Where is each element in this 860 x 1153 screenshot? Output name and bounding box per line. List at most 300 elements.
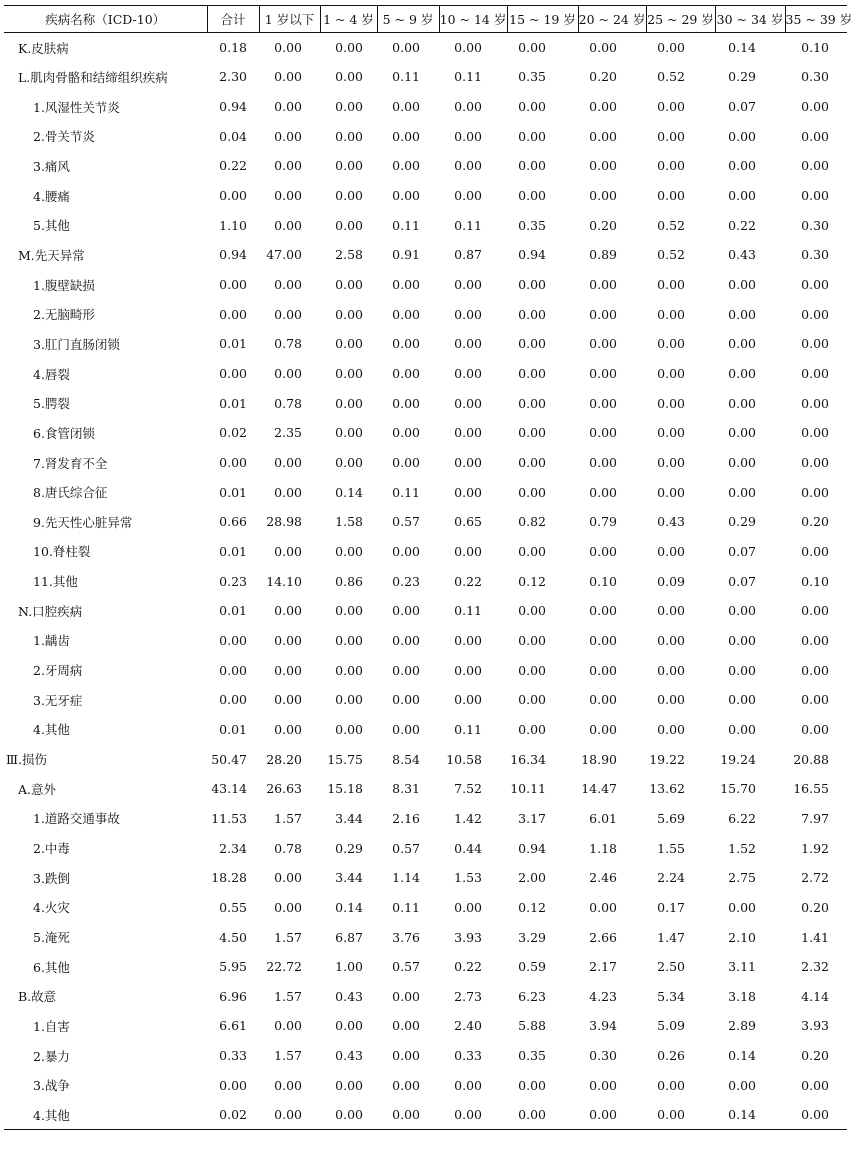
disease-name-cell: 10.脊柱裂 [33,544,91,560]
value-cell: 0.78 [274,336,302,352]
table-row [4,804,847,834]
disease-name-cell: 4.其他 [4,1100,207,1130]
value-cell: 0.00 [392,1018,420,1034]
value-cell: 0.00 [589,366,617,382]
value-cell: 0.10 [589,573,617,589]
value-cell: 0.00 [454,99,482,115]
value-cell: 0.00 [439,1100,507,1130]
value-cell: 0.00 [219,455,247,471]
value-cell: 0.09 [657,573,685,589]
value-cell: 0.00 [454,188,482,204]
value-cell: 2.00 [518,870,546,886]
disease-name-cell: 2.中毒 [33,841,70,857]
value-cell: 0.22 [728,217,756,233]
value-cell: 0.11 [392,899,420,915]
value-cell: 0.00 [518,336,546,352]
value-cell: 2.75 [728,870,756,886]
value-cell: 16.55 [793,781,829,797]
table-row [4,240,847,270]
value-cell: 0.00 [728,484,756,500]
value-cell: 1.52 [728,840,756,856]
table-row [4,1011,847,1041]
value-cell: 3.93 [454,929,482,945]
disease-name-cell: 7.肾发育不全 [33,455,108,471]
value-cell: 0.00 [219,277,247,293]
value-cell: 0.00 [335,603,363,619]
value-cell: 0.01 [219,721,247,737]
value-cell: 0.10 [801,573,829,589]
disease-name-cell: 3.无牙症 [33,692,83,708]
value-cell: 0.00 [454,662,482,678]
value-cell: 13.62 [649,781,685,797]
table-row [4,270,847,300]
value-cell: 0.00 [801,277,829,293]
value-cell: 0.00 [518,692,546,708]
value-cell: 0.00 [454,158,482,174]
disease-name-cell: 1.腹壁缺损 [33,277,95,293]
disease-name-cell: 2.骨关节炎 [33,129,95,145]
value-cell: 50.47 [211,751,247,767]
value-cell: 0.00 [518,662,546,678]
value-cell: 0.00 [392,662,420,678]
value-cell: 0.00 [518,158,546,174]
value-cell: 14.47 [581,781,617,797]
value-cell: 0.29 [728,69,756,85]
value-cell: 0.00 [728,603,756,619]
value-cell: 0.00 [728,336,756,352]
table-row [4,299,847,329]
table-row [4,359,847,389]
disease-name-cell: 6.食管闭锁 [33,425,95,441]
value-cell: 0.00 [518,128,546,144]
header-row [4,6,847,33]
value-cell: 0.30 [589,1048,617,1064]
value-cell: 2.50 [657,959,685,975]
value-cell: 0.07 [728,543,756,559]
value-cell: 0.00 [589,277,617,293]
disease-name-cell: N.口腔疾病 [18,603,83,619]
value-cell: 0.00 [454,366,482,382]
value-cell: 2.10 [728,929,756,945]
value-cell: 0.01 [219,395,247,411]
value-cell: 0.00 [335,158,363,174]
value-cell: 0.00 [801,188,829,204]
value-cell: 0.00 [801,632,829,648]
value-cell: 0.00 [454,395,482,411]
value-cell: 1.58 [335,514,363,530]
value-cell: 2.46 [589,870,617,886]
value-cell: 0.00 [274,366,302,382]
value-cell: 0.00 [454,40,482,56]
value-cell: 6.61 [219,1018,247,1034]
value-cell: 0.00 [274,99,302,115]
value-cell: 1.14 [392,870,420,886]
table-row [4,121,847,151]
header-age-10-14: 10 ~ 14 岁 [439,6,507,33]
value-cell: 0.00 [392,543,420,559]
value-cell: 43.14 [211,781,247,797]
value-cell: 0.00 [518,40,546,56]
value-cell: 0.00 [728,277,756,293]
value-cell: 19.22 [649,751,685,767]
table-row [4,210,847,240]
table-row [4,62,847,92]
header-age-5-9: 5 ~ 9 岁 [377,6,439,33]
value-cell: 0.00 [335,217,363,233]
value-cell: 1.18 [589,840,617,856]
value-cell: 0.00 [657,158,685,174]
value-cell: 0.00 [785,1100,847,1130]
value-cell: 0.00 [392,692,420,708]
value-cell: 0.00 [801,603,829,619]
value-cell: 2.24 [657,870,685,886]
value-cell: 4.50 [219,929,247,945]
value-cell: 0.29 [335,840,363,856]
value-cell: 2.66 [589,929,617,945]
value-cell: 0.00 [454,484,482,500]
value-cell: 0.55 [219,899,247,915]
value-cell: 0.00 [274,484,302,500]
disease-name-cell: 4.其他 [33,722,70,738]
value-cell: 0.02 [219,425,247,441]
table-row [4,507,847,537]
value-cell: 0.00 [219,692,247,708]
value-cell: 15.70 [720,781,756,797]
disease-name-cell: 2.无脑畸形 [33,307,95,323]
disease-name-cell: 1.风湿性关节炎 [33,99,120,115]
value-cell: 18.90 [581,751,617,767]
value-cell: 0.65 [454,514,482,530]
value-cell: 0.00 [589,158,617,174]
value-cell: 2.72 [801,870,829,886]
value-cell: 0.14 [335,899,363,915]
value-cell: 2.73 [454,988,482,1004]
value-cell: 0.07 [728,99,756,115]
value-cell: 0.14 [728,40,756,56]
value-cell: 0.00 [335,336,363,352]
value-cell: 2.35 [274,425,302,441]
value-cell: 0.00 [274,899,302,915]
value-cell: 1.42 [454,810,482,826]
value-cell: 0.00 [219,366,247,382]
value-cell: 0.78 [274,395,302,411]
value-cell: 0.00 [589,128,617,144]
value-cell: 0.00 [728,158,756,174]
value-cell: 0.00 [518,306,546,322]
value-cell: 15.75 [327,751,363,767]
value-cell: 0.00 [392,721,420,737]
value-cell: 0.00 [657,632,685,648]
value-cell: 0.00 [589,336,617,352]
value-cell: 7.97 [801,810,829,826]
value-cell: 0.52 [657,69,685,85]
value-cell: 0.00 [335,425,363,441]
disease-name-cell: M.先天异常 [18,247,85,263]
value-cell: 5.88 [518,1018,546,1034]
value-cell: 0.00 [274,158,302,174]
value-cell: 28.98 [266,514,302,530]
value-cell: 0.43 [657,514,685,530]
disease-name-cell: 5.腭裂 [33,396,70,412]
value-cell: 0.00 [274,188,302,204]
disease-name-cell: 3.跌倒 [33,870,70,886]
value-cell: 0.11 [392,217,420,233]
table-row [4,626,847,656]
value-cell: 0.78 [274,840,302,856]
value-cell: 1.92 [801,840,829,856]
value-cell: 19.24 [720,751,756,767]
value-cell: 0.00 [589,395,617,411]
value-cell: 0.00 [728,899,756,915]
table-row [4,1100,847,1130]
value-cell: 0.01 [219,603,247,619]
header-age-under-1: 1 岁以下 [259,6,320,33]
value-cell: 3.94 [589,1018,617,1034]
value-cell: 26.63 [266,781,302,797]
disease-name-cell: 2.暴力 [33,1048,70,1064]
value-cell: 0.87 [454,247,482,263]
value-cell: 0.89 [589,247,617,263]
value-cell: 0.00 [728,632,756,648]
value-cell: 0.00 [801,692,829,708]
disease-name-cell: L.肌肉骨骼和结缔组织疾病 [18,69,168,85]
value-cell: 0.00 [657,277,685,293]
value-cell: 0.00 [335,395,363,411]
value-cell: 0.00 [657,455,685,471]
value-cell: 0.00 [801,484,829,500]
value-cell: 0.00 [392,336,420,352]
value-cell: 0.35 [518,217,546,233]
value-cell: 0.00 [392,603,420,619]
disease-name-cell: 1.道路交通事故 [33,811,120,827]
value-cell: 0.91 [392,247,420,263]
value-cell: 1.47 [657,929,685,945]
value-cell: 2.16 [392,810,420,826]
table-body [4,33,847,1130]
value-cell: 3.17 [518,810,546,826]
value-cell: 8.54 [392,751,420,767]
value-cell: 5.95 [219,959,247,975]
value-cell: 0.00 [518,425,546,441]
value-cell: 0.11 [454,603,482,619]
header-age-20-24: 20 ~ 24 岁 [578,6,646,33]
value-cell: 0.00 [320,1100,377,1130]
value-cell: 0.00 [801,158,829,174]
value-cell: 0.00 [578,1100,646,1130]
value-cell: 0.00 [801,336,829,352]
value-cell: 0.00 [219,632,247,648]
value-cell: 6.01 [589,810,617,826]
value-cell: 0.00 [657,40,685,56]
value-cell: 0.00 [801,128,829,144]
value-cell: 0.00 [518,721,546,737]
value-cell: 0.43 [728,247,756,263]
value-cell: 2.30 [219,69,247,85]
disease-name-cell: 11.其他 [33,574,78,590]
value-cell: 0.00 [335,455,363,471]
value-cell: 0.57 [392,514,420,530]
value-cell: 0.00 [801,306,829,322]
value-cell: 0.86 [335,573,363,589]
value-cell: 0.94 [219,247,247,263]
value-cell: 0.11 [454,69,482,85]
value-cell: 0.00 [335,1018,363,1034]
value-cell: 0.00 [589,632,617,648]
disease-name-cell: 6.其他 [33,959,70,975]
value-cell: 0.94 [518,840,546,856]
value-cell: 0.10 [801,40,829,56]
value-cell: 0.00 [801,543,829,559]
value-cell: 0.00 [657,692,685,708]
value-cell: 0.00 [657,188,685,204]
value-cell: 7.52 [454,781,482,797]
value-cell: 0.00 [657,543,685,559]
header-age-30-34: 30 ~ 34 岁 [715,6,785,33]
value-cell: 0.12 [518,573,546,589]
value-cell: 0.43 [335,1048,363,1064]
value-cell: 0.00 [335,632,363,648]
value-cell: 10.11 [510,781,546,797]
disease-name-cell: 1.龋齿 [33,633,70,649]
value-cell: 0.00 [518,366,546,382]
value-cell: 0.00 [392,158,420,174]
value-cell: 0.00 [657,425,685,441]
value-cell: 0.00 [392,99,420,115]
value-cell: 1.57 [274,810,302,826]
value-cell: 0.00 [274,721,302,737]
value-cell: 0.00 [801,1077,829,1093]
value-cell: 0.00 [454,692,482,708]
value-cell: 0.00 [274,870,302,886]
value-cell: 1.57 [274,929,302,945]
value-cell: 20.88 [793,751,829,767]
header-age-15-19: 15 ~ 19 岁 [507,6,578,33]
disease-name-cell: 3.痛风 [33,158,70,174]
value-cell: 4.14 [801,988,829,1004]
disease-name-cell: 3.战争 [33,1078,70,1094]
value-cell: 0.00 [589,692,617,708]
value-cell: 0.11 [454,721,482,737]
value-cell: 0.00 [392,988,420,1004]
disease-name-cell: 4.唇裂 [33,366,70,382]
table-row [4,181,847,211]
table-row [4,863,847,893]
value-cell: 0.00 [801,721,829,737]
value-cell: 0.11 [392,69,420,85]
value-cell: 0.17 [657,899,685,915]
value-cell: 0.00 [392,395,420,411]
value-cell: 3.93 [801,1018,829,1034]
value-cell: 6.96 [219,988,247,1004]
value-cell: 0.94 [518,247,546,263]
value-cell: 0.00 [219,188,247,204]
value-cell: 0.57 [392,840,420,856]
value-cell: 0.07 [728,573,756,589]
value-cell: 0.00 [728,721,756,737]
value-cell: 10.58 [446,751,482,767]
value-cell: 0.00 [518,455,546,471]
value-cell: 0.00 [274,632,302,648]
value-cell: 0.00 [518,603,546,619]
value-cell: 0.00 [219,306,247,322]
value-cell: 18.28 [211,870,247,886]
value-cell: 3.29 [518,929,546,945]
value-cell: 0.00 [392,425,420,441]
value-cell: 0.44 [454,840,482,856]
value-cell: 6.23 [518,988,546,1004]
value-cell: 0.35 [518,69,546,85]
value-cell: 0.00 [728,692,756,708]
disease-name-cell: 5.淹死 [33,930,70,946]
table-row [4,833,847,863]
table-row [4,151,847,181]
value-cell: 0.00 [728,188,756,204]
value-cell: 6.87 [335,929,363,945]
value-cell: 0.00 [274,692,302,708]
value-cell: 0.14 [335,484,363,500]
value-cell: 0.20 [589,217,617,233]
table-row [4,92,847,122]
value-cell: 0.00 [507,1100,578,1130]
value-cell: 0.52 [657,217,685,233]
value-cell: 0.66 [219,514,247,530]
value-cell: 0.00 [454,455,482,471]
table-row [4,329,847,359]
value-cell: 0.14 [715,1100,785,1130]
value-cell: 0.00 [589,721,617,737]
value-cell: 11.53 [211,810,247,826]
value-cell: 4.23 [589,988,617,1004]
value-cell: 0.00 [589,188,617,204]
value-cell: 1.57 [274,1048,302,1064]
value-cell: 0.20 [801,899,829,915]
value-cell: 0.00 [392,1077,420,1093]
value-cell: 0.00 [728,395,756,411]
value-cell: 0.35 [518,1048,546,1064]
value-cell: 0.00 [454,336,482,352]
value-cell: 0.00 [454,425,482,441]
value-cell: 2.34 [219,840,247,856]
value-cell: 0.00 [274,603,302,619]
disease-name-cell: 4.火灾 [33,900,70,916]
value-cell: 0.00 [335,69,363,85]
value-cell: 0.00 [657,128,685,144]
table-row [4,952,847,982]
value-cell: 0.11 [392,484,420,500]
value-cell: 3.76 [392,929,420,945]
value-cell: 0.00 [219,662,247,678]
value-cell: 2.89 [728,1018,756,1034]
value-cell: 0.22 [454,959,482,975]
value-cell: 3.18 [728,988,756,1004]
value-cell: 14.10 [266,573,302,589]
value-cell: 0.00 [518,277,546,293]
table-row [4,477,847,507]
value-cell: 0.59 [518,959,546,975]
header-age-25-29: 25 ~ 29 岁 [646,6,715,33]
value-cell: 0.00 [392,40,420,56]
value-cell: 0.00 [259,1100,320,1130]
disease-name-cell: 1.自害 [33,1018,70,1034]
table-row [4,893,847,923]
table-row [4,566,847,596]
value-cell: 0.26 [657,1048,685,1064]
header-total: 合计 [207,6,259,33]
value-cell: 0.82 [518,514,546,530]
value-cell: 0.00 [589,543,617,559]
value-cell: 0.12 [518,899,546,915]
value-cell: 0.01 [219,484,247,500]
